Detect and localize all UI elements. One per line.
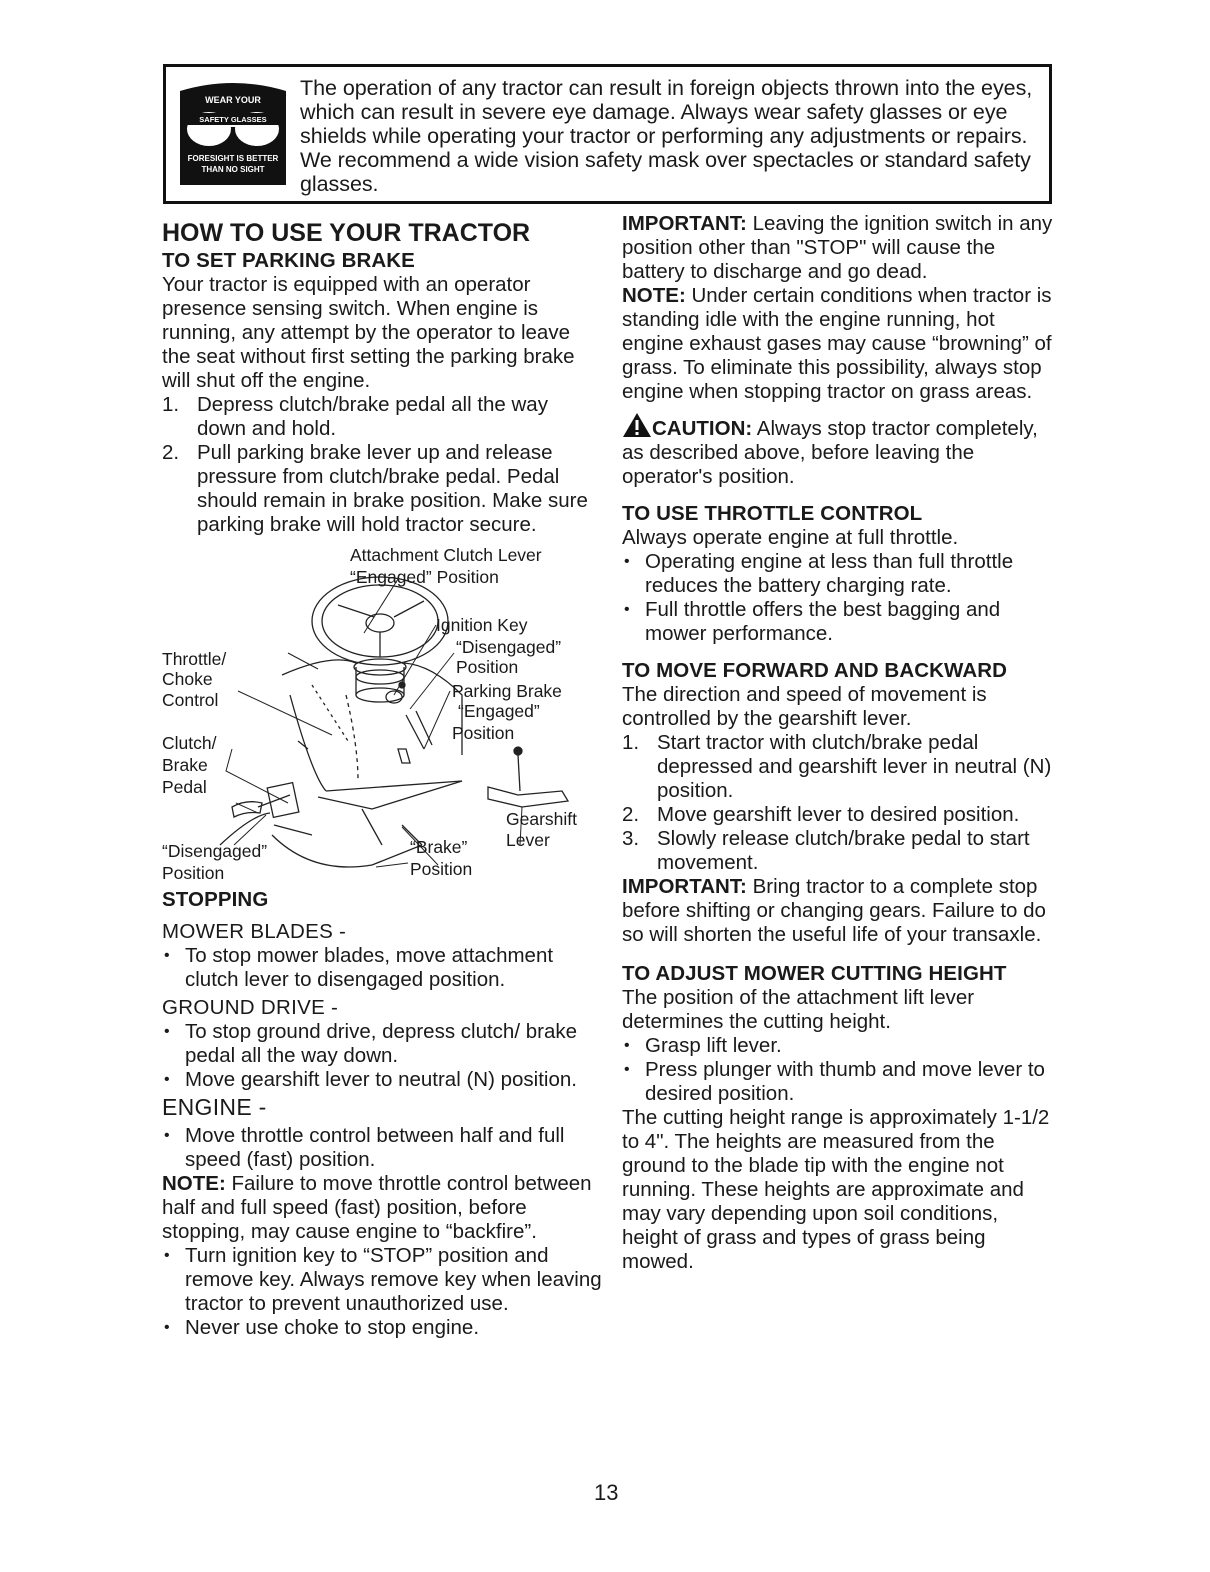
caution-paragraph (622, 412, 1057, 489)
fig-label-parking-brake: Parking Brake (452, 681, 562, 701)
ignition-important (622, 212, 1057, 284)
cutting-height-list (622, 1034, 1057, 1106)
note-label: NOTE: (622, 284, 686, 307)
engine-label: ENGINE - (162, 1094, 267, 1120)
fig-label-engaged-position: “Engaged” Position (350, 567, 499, 587)
important-text: Bring tractor to a complete stop before shifting or changing gears. Failure to do so will shorten the useful life of your transaxle. (622, 875, 1046, 946)
list-item: • Turn ignition key to “STOP” position and remove key. Always remove key when leaving tractor to prevent unauthorized use. (162, 1244, 602, 1316)
stopping-heading: STOPPING (162, 888, 269, 911)
fig-label-lever: Lever (506, 830, 550, 850)
important-label: IMPORTANT: (622, 875, 747, 898)
step-number: 3. (622, 827, 640, 850)
fig-label-control: Control (162, 690, 219, 710)
throttle-list (622, 550, 1057, 646)
list-item: • To stop ground drive, depress clutch/ brake pedal all the way down. (162, 1020, 602, 1068)
list-item: • Full throttle offers the best bagging and mower performance. (622, 598, 1057, 646)
cutting-height-heading: TO ADJUST MOWER CUTTING HEIGHT (622, 962, 1007, 985)
step-text: Start tractor with clutch/brake pedal depressed and gearshift lever in neutral (N) position. (657, 731, 1052, 802)
step-text: Slowly release clutch/brake pedal to start movement. (657, 827, 1030, 874)
icon-label-no-sight: THAN NO SIGHT (201, 165, 265, 174)
list-item (162, 393, 602, 441)
fig-label-choke: Choke (162, 669, 213, 689)
list-item: • Operating engine at less than full throttle reduces the battery charging rate. (622, 550, 1057, 598)
safety-warning-text: The operation of any tractor can result in foreign objects thrown into the eyes, which can result in severe eye damage. Always wear safety glasses or eye shields while operating your tractor or performing any adjustments or repairs. We recommend a wide vision safety mask over spectacles or standard safety glasses. (300, 76, 1033, 196)
note-text: Failure to move throttle control between half and full speed (fast) position, before stopping, may cause engine to “backfire”. (162, 1172, 592, 1243)
fig-label-position-4: Position (410, 859, 473, 879)
browning-note (622, 284, 1057, 404)
parking-brake-steps (162, 393, 602, 537)
fig-label-position-2: Position (452, 723, 515, 743)
ground-drive-label: GROUND DRIVE - (162, 996, 339, 1019)
fig-label-disengaged: “Disengaged” (456, 637, 562, 657)
parking-brake-heading: TO SET PARKING BRAKE (162, 249, 415, 272)
list-item: • Press plunger with thumb and move lever to desired position. (622, 1058, 1057, 1106)
fig-label-pedal: Pedal (162, 777, 207, 797)
fig-label-brake-position: “Brake” (410, 837, 468, 857)
fig-label-gearshift: Gearshift (506, 809, 577, 829)
cutting-height-outro: The cutting height range is approximately 1-1/2 to 4". The heights are measured from the ground to the blade tip with the engine not running. These heights are approximate and may vary depending upon soil conditions, height of grass and types of grass being mowed. (622, 1106, 1050, 1273)
ground-drive-list (162, 1020, 602, 1092)
page-number: 13 (594, 1480, 619, 1505)
step-text: Depress clutch/brake pedal all the way down and hold. (197, 393, 548, 440)
move-steps (622, 731, 1057, 875)
step-number: 1. (622, 731, 640, 754)
step-number: 2. (622, 803, 640, 826)
left-column (162, 218, 602, 1340)
important-label: IMPORTANT: (622, 212, 747, 235)
list-item: • Grasp lift lever. (622, 1034, 1057, 1058)
safety-warning-box (163, 64, 1052, 204)
move-intro: The direction and speed of movement is controlled by the gearshift lever. (622, 683, 987, 730)
tractor-controls-figure (162, 545, 602, 887)
step-number: 1. (162, 393, 180, 416)
safety-glasses-icon (176, 77, 290, 189)
list-item (622, 827, 1057, 875)
icon-label-glasses: SAFETY GLASSES (199, 115, 267, 124)
fig-label-throttle: Throttle/ (162, 649, 227, 669)
mower-blades-label: MOWER BLADES - (162, 920, 347, 943)
icon-label-foresight: FORESIGHT IS BETTER (187, 154, 279, 163)
icon-label-top: WEAR YOUR (205, 95, 261, 105)
mower-blades-list (162, 944, 602, 992)
list-item: • To stop mower blades, move attachment clutch lever to disengaged position. (162, 944, 602, 992)
fig-label-attachment-clutch: Attachment Clutch Lever (350, 545, 542, 565)
fig-label-disengaged-pedal: “Disengaged” (162, 841, 268, 861)
throttle-heading: TO USE THROTTLE CONTROL (622, 502, 923, 525)
list-item (622, 803, 1057, 827)
fig-label-engaged: “Engaged” (458, 701, 540, 721)
list-item: • Never use choke to stop engine. (162, 1316, 602, 1340)
step-text: Move gearshift lever to desired position. (657, 803, 1020, 826)
caution-triangle-icon (622, 412, 652, 438)
important-text: Leaving the ignition switch in any position other than "STOP" will cause the battery to discharge and go dead. (622, 212, 1053, 283)
cutting-height-intro: The position of the attachment lift lever determines the cutting height. (622, 986, 975, 1033)
caution-label: CAUTION: (652, 417, 753, 440)
caution-text: Always stop tractor completely, as described above, before leaving the operator's position. (622, 417, 1038, 488)
gear-important (622, 875, 1057, 947)
fig-label-brake: Brake (162, 755, 208, 775)
list-item: • Move throttle control between half and full speed (fast) position. (162, 1124, 602, 1172)
fig-label-position-1: Position (456, 657, 519, 677)
right-column (622, 212, 1057, 1274)
note-text: Under certain conditions when tractor is standing idle with the engine running, hot engine exhaust gases may cause “browning” of grass. To eliminate this possibility, always stop engine when stopping tractor on grass areas. (622, 284, 1052, 403)
fig-label-ignition-key: Ignition Key (436, 615, 528, 635)
engine-note (162, 1172, 602, 1244)
parking-brake-intro: Your tractor is equipped with an operator presence sensing switch. When engine is running, any attempt by the operator to leave the seat without first setting the parking brake will shut off the engine. (162, 273, 575, 392)
step-number: 2. (162, 441, 180, 464)
throttle-intro: Always operate engine at full throttle. (622, 526, 959, 549)
engine-list (162, 1124, 602, 1172)
note-label: NOTE: (162, 1172, 226, 1195)
list-item (622, 731, 1057, 803)
list-item: • Move gearshift lever to neutral (N) position. (162, 1068, 602, 1092)
page-title: HOW TO USE YOUR TRACTOR (162, 219, 531, 247)
move-heading: TO MOVE FORWARD AND BACKWARD (622, 659, 1008, 682)
fig-label-clutch: Clutch/ (162, 733, 217, 753)
step-text: Pull parking brake lever up and release pressure from clutch/brake pedal. Pedal should remain in brake position. Make sure parking brake will hold tractor secure. (197, 441, 588, 536)
list-item (162, 441, 602, 537)
fig-label-position-3: Position (162, 863, 225, 883)
engine-list-2 (162, 1244, 602, 1340)
